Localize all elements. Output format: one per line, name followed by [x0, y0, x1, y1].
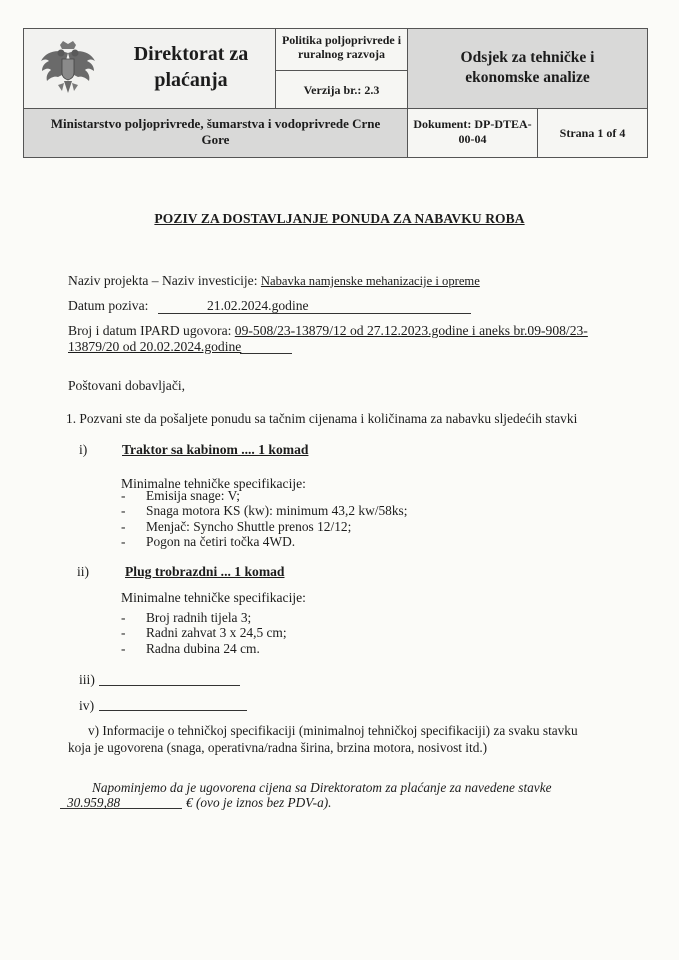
price-note-line-1: Napominjemo da je ugovorena cijena sa Direktoratom za plaćanje za navedene stavke — [92, 780, 552, 795]
spec-item: - Broj radnih tijela 3; — [121, 610, 252, 625]
spec-item: - Emisija snage: V; — [121, 488, 240, 503]
item-2-title: Plug trobrazdni ... 1 komad — [125, 564, 285, 579]
contract-value-line-1: 09-508/23-13879/12 od 27.12.2023.godine i aneks br.09-908/23- — [234, 323, 588, 338]
contract-row-2 — [68, 338, 241, 355]
item-5-line-2: koja je ugovorena (snaga, operativna/radna širina, brzina motora, nosivost itd.) — [68, 740, 488, 755]
org-title-line-1: Direktorat za — [133, 43, 249, 65]
org-title — [116, 41, 266, 93]
contract-underline-tail — [240, 353, 292, 354]
page-number: Strana 1 of 4 — [559, 126, 626, 140]
price-amount: 30.959,88 — [67, 795, 121, 810]
document-title: POZIV ZA DOSTAVLJANJE PONUDA ZA NABAVKU ROBA — [154, 211, 525, 226]
contract-value-line-2: 13879/20 od 20.02.2024.godine — [68, 339, 242, 354]
spec-item: - Radni zahvat 3 x 24,5 cm; — [121, 625, 287, 641]
ministry-cell — [24, 109, 408, 157]
page-number-cell — [538, 109, 647, 157]
document-id-line-1: Dokument: DP-DTEA- — [413, 117, 532, 131]
org-title-cell — [24, 29, 276, 109]
department-line-1: Odsjek za tehničke i — [460, 49, 595, 66]
policy-line-1: Politika poljoprivrede i — [281, 33, 402, 47]
document-id-line-2: 00-04 — [458, 132, 487, 146]
project-label: Naziv projekta – Naziv investicije: — [68, 273, 258, 288]
spec-item: - Radna dubina 24 cm. — [121, 640, 260, 656]
spec-item: - Pogon na četiri točka 4WD. — [121, 534, 296, 550]
department-cell — [408, 29, 647, 109]
item-3-number: iii) — [79, 672, 95, 687]
spec-item: - Menjač: Syncho Shuttle prenos 12/12; — [121, 518, 352, 534]
montenegro-coat-of-arms-icon — [38, 39, 98, 101]
document-id-cell — [408, 109, 538, 157]
item-1-spec-list — [121, 488, 407, 550]
org-title-line-2: plaćanja — [154, 69, 228, 91]
contract-row-1 — [68, 322, 588, 339]
version-cell — [276, 71, 408, 109]
ministry-line-1: Ministarstvo poljoprivrede, šumarstva i vodoprivrede Crne — [50, 116, 381, 131]
ministry-line-2: Gore — [201, 132, 230, 147]
point-1-text: 1. Pozvani ste da pošaljete ponudu sa tačnim cijenama i količinama za nabavku sljedećih stavki — [66, 411, 578, 426]
policy-line-2: ruralnog razvoja — [298, 47, 385, 61]
greeting: Poštovani dobavljači, — [68, 378, 186, 393]
price-note-suffix: € (ovo je iznos bez PDV-a). — [186, 795, 332, 810]
item-3-blank-line — [99, 685, 240, 686]
project-row — [68, 272, 480, 290]
contract-label: Broj i datum IPARD ugovora: — [68, 323, 232, 338]
spec-item: - Snaga motora KS (kw): minimum 43,2 kw/58ks; — [121, 503, 408, 519]
department-line-2: ekonomske analize — [465, 69, 590, 86]
item-5-line-1: v) Informacije o tehničkoj specifikaciji (minimalnoj tehničkoj specifikaciji) za svaku stavku — [88, 723, 578, 738]
item-2-spec-list — [121, 610, 287, 656]
item-4-number: iv) — [79, 698, 95, 713]
item-4-blank-line — [99, 710, 247, 711]
date-value: 21.02.2024.godine — [207, 298, 309, 313]
item-1-number: i) — [79, 442, 88, 457]
date-underline — [158, 313, 471, 314]
version-label: Verzija br.: 2.3 — [303, 83, 380, 97]
item-1-spec-label: Minimalne tehničke specifikacije: — [121, 476, 306, 491]
document-header-table — [23, 28, 648, 158]
item-2-number: ii) — [77, 564, 90, 579]
project-value: Nabavka namjenske mehanizacije i opreme — [260, 274, 480, 288]
date-label: Datum poziva: — [68, 298, 149, 313]
policy-cell — [276, 29, 408, 71]
item-2-spec-label: Minimalne tehničke specifikacije: — [121, 590, 306, 605]
item-1-title: Traktor sa kabinom .... 1 komad — [122, 442, 309, 457]
